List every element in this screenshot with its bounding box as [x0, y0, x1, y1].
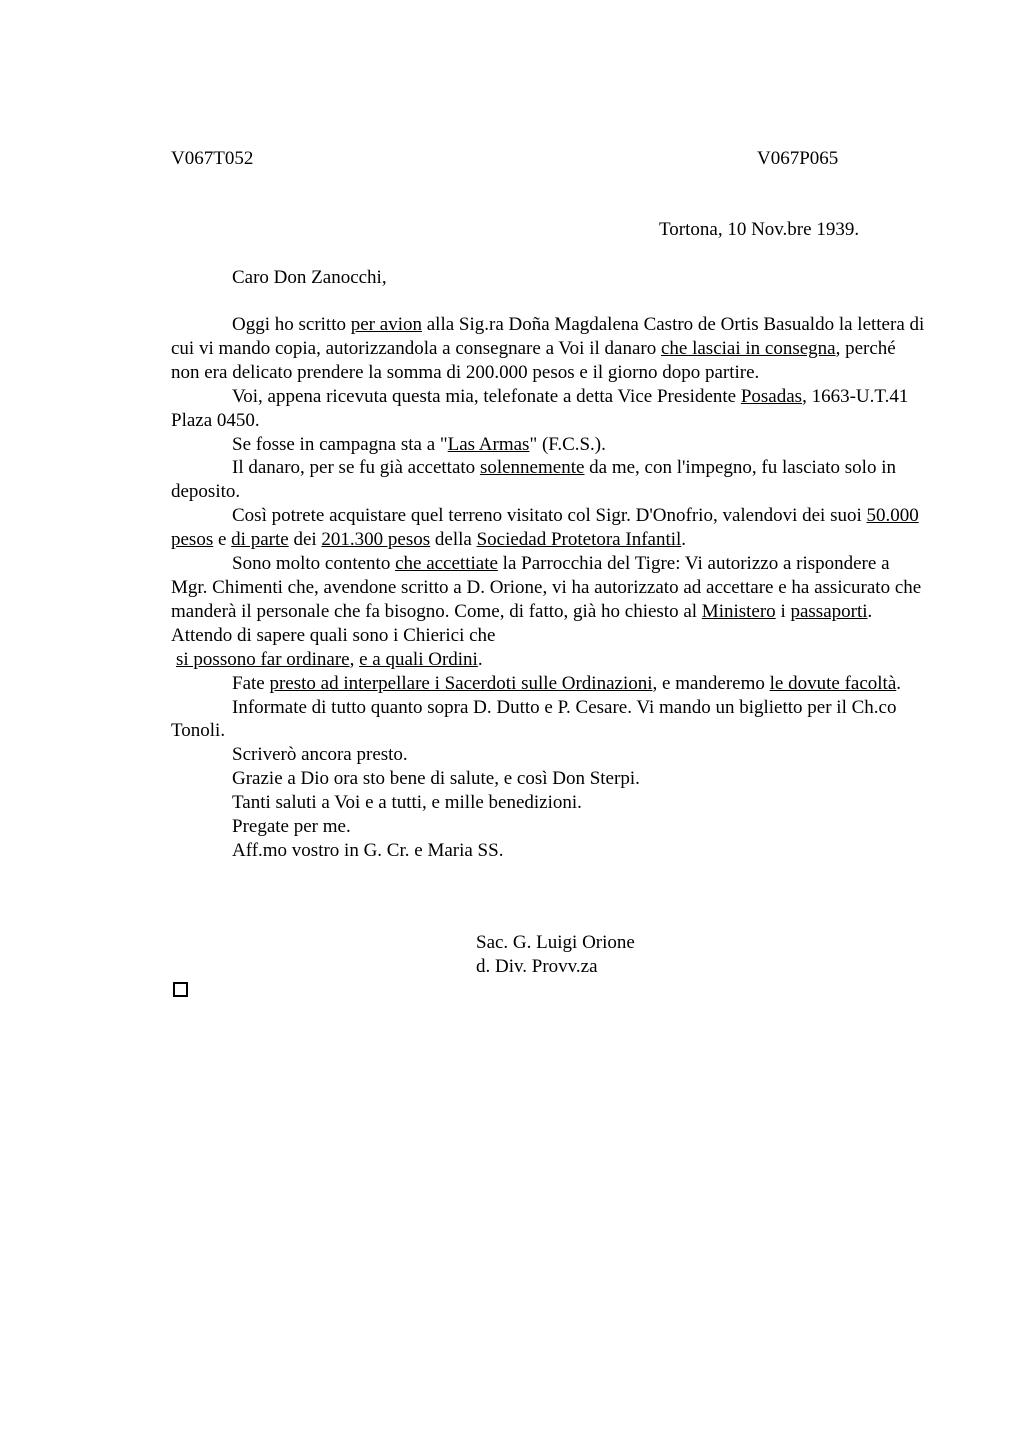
checkbox-square-icon: [173, 982, 188, 997]
text: . Attendo di sapere quali sono i Chierici che: [171, 600, 873, 646]
underlined-text: che lasciai in consegna: [660, 337, 836, 359]
underlined-text: di parte: [231, 529, 289, 551]
paragraph-5: [171, 504, 927, 552]
text: .: [477, 648, 483, 670]
text: della: [430, 529, 477, 551]
text: da me, con l'impegno, fu lasciato solo in deposito.: [171, 457, 896, 503]
underlined-text: solennemente: [479, 457, 585, 479]
letter-body: [171, 313, 927, 863]
text: e: [213, 529, 232, 551]
underlined-text: Posadas: [740, 385, 803, 407]
paragraph-7: [171, 672, 927, 696]
paragraph-11: Tanti saluti a Voi e a tutti, e mille benedizioni.: [232, 792, 582, 814]
text: .: [896, 672, 901, 694]
paragraph-9: Scriverò ancora presto.: [232, 744, 408, 766]
signature-title: d. Div. Provv.za: [476, 956, 598, 977]
underlined-text: per avion: [350, 314, 422, 335]
dateline: Tortona, 10 Nov.bre 1939.: [659, 219, 860, 240]
underlined-text: si possono far ordinare: [176, 648, 350, 670]
underlined-text: presto ad interpellare i Sacerdoti sulle Ordinazioni: [269, 672, 653, 694]
paragraph-12: Pregate per me.: [232, 816, 351, 838]
underlined-text: Ministero: [701, 600, 776, 622]
underlined-text: 50.000 pesos: [171, 505, 919, 551]
underlined-text: e a quali Ordini: [359, 648, 478, 670]
signature-block: [476, 931, 635, 979]
text: " (F.C.S.).: [529, 433, 606, 455]
paragraph-10: Grazie a Dio ora sto bene di salute, e così Don Sterpi.: [232, 768, 640, 790]
text: Fate: [232, 672, 270, 694]
paragraph-13: Aff.mo vostro in G. Cr. e Maria SS.: [232, 839, 504, 861]
salutation: Caro Don Zanocchi,: [232, 267, 387, 288]
text: Così potrete acquistare quel terreno visitato col Sigr. D'Onofrio, valendovi dei suoi: [232, 505, 867, 527]
paragraph-6: [171, 552, 927, 672]
text: , e manderemo: [652, 672, 770, 694]
paragraph-3: [171, 433, 927, 457]
text: Oggi ho scritto: [232, 314, 351, 335]
text: alla Sig.ra Doña Magdalena Castro de Ortis Basualdo la lettera di cui vi mando copia, autorizzandola a consegnare a Voi il danaro: [171, 314, 925, 359]
underlined-text: 201.300 pesos: [321, 529, 431, 551]
paragraph-1: [171, 313, 927, 385]
text: dei: [288, 529, 322, 551]
underlined-text: Sociedad Protetora Infantil: [476, 529, 682, 551]
text: Voi, appena ricevuta questa mia, telefonate a detta Vice Presidente: [232, 385, 741, 407]
text: , perché non era delicato prendere la somma di 200.000 pesos e il giorno dopo partire.: [171, 337, 896, 383]
underlined-text: Las Armas: [447, 433, 530, 455]
signature-name: Sac. G. Luigi Orione: [476, 932, 635, 953]
underlined-text: passaporti: [790, 600, 868, 622]
reference-code-right: V067P065: [757, 148, 839, 169]
text: Sono molto contento: [232, 553, 396, 575]
paragraph-2: [171, 385, 927, 433]
text: , 1663-U.T.41 Plaza 0450.: [171, 385, 909, 431]
paragraph-8: Informate di tutto quanto sopra D. Dutto e P. Cesare. Vi mando un biglietto per il Ch.co Tonoli.: [171, 696, 897, 742]
reference-code-left: V067T052: [171, 148, 254, 169]
text: Se fosse in campagna sta a ": [232, 433, 448, 455]
text: .: [681, 529, 687, 551]
underlined-text: le dovute facoltà: [769, 672, 897, 694]
text: la Parrocchia del Tigre: Vi autorizzo a rispondere a Mgr. Chimenti che, avendone scritto a D. Orione, vi ha autorizzato ad accettare e ha assicurato che manderà il personale che fa bisogno. Come, di fatto, già ho chiesto al: [171, 553, 922, 622]
underlined-text: che accettiate: [395, 553, 498, 575]
text: ,: [349, 648, 360, 670]
text: Il danaro, per se fu già accettato: [232, 457, 480, 479]
text: i: [775, 600, 791, 622]
paragraph-4: [171, 456, 927, 504]
